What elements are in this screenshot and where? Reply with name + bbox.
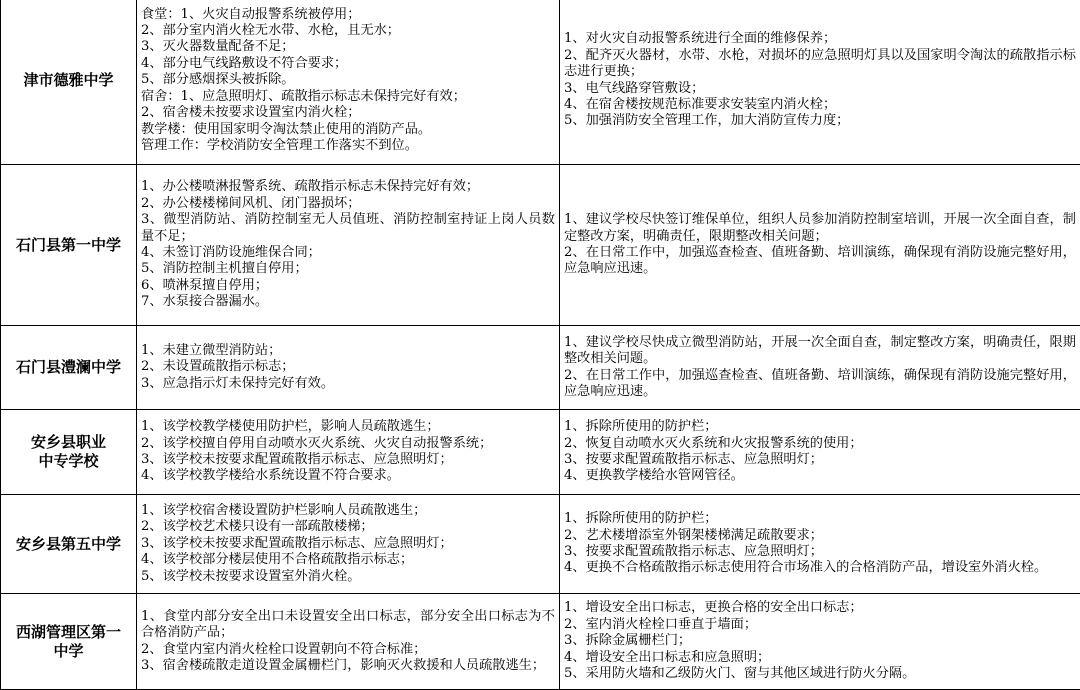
problem-item: 3、灭火器数量配备不足； (141, 39, 555, 55)
problem-item: 6、喷淋泵擅自停用； (141, 278, 555, 294)
table-row (1, 594, 1080, 690)
school-name-cell (1, 495, 137, 594)
problem-item: 3、该学校未按要求配置疏散指示标志、应急照明灯； (141, 536, 555, 552)
problem-item: 7、水泵接合器漏水。 (141, 294, 555, 310)
school-name: 中学 (5, 642, 132, 661)
measure-item: 2、配齐灭火器材，水带、水枪，对损坏的应急照明灯具以及国家明令淘汰的疏散指示标志进行更换； (564, 48, 1076, 81)
table-row (1, 0, 1080, 165)
problems-cell (137, 410, 560, 495)
problem-item: 2、食堂内室内消火栓栓口设置朝向不符合标准； (141, 642, 555, 658)
measure-item: 2、在日常工作中，加强巡查检查、值班备勤、培训演练，确保现有消防设施完整好用，应急响应迅速。 (564, 368, 1076, 401)
problem-item: 3、该学校未按要求配置疏散指示标志、应急照明灯； (141, 452, 555, 468)
school-name-cell (1, 410, 137, 495)
measure-item: 1、建议学校尽快签订维保单位，组织人员参加消防控制室培训，开展一次全面自查，制定整改方案，明确责任，限期整改相关问题； (564, 212, 1076, 245)
measures-cell (560, 0, 1080, 165)
table-row (1, 165, 1080, 326)
measure-item: 2、室内消火栓栓口垂直于墙面； (564, 617, 1076, 633)
measure-item: 3、电气线路穿管敷设； (564, 81, 1076, 97)
problems-cell (137, 495, 560, 594)
problem-item: 2、宿舍楼未按要求设置室内消火栓； (141, 105, 555, 121)
school-name: 石门县澧澜中学 (5, 358, 132, 377)
measure-item: 3、按要求配置疏散指示标志、应急照明灯； (564, 544, 1076, 560)
problem-item: 2、该学校艺术楼只设有一部疏散楼梯； (141, 519, 555, 535)
problem-item: 4、部分电气线路敷设不符合要求； (141, 56, 555, 72)
measure-item: 2、恢复自动喷水灭火系统和火灾报警系统的使用； (564, 436, 1076, 452)
problem-item: 5、该学校未按要求设置室外消火栓。 (141, 569, 555, 585)
measure-item: 4、在宿舍楼按规范标准要求安装室内消火栓； (564, 97, 1076, 113)
measure-item: 4、更换教学楼给水管网管径。 (564, 468, 1076, 484)
table-row (1, 495, 1080, 594)
measure-item: 1、增设安全出口标志，更换合格的安全出口标志； (564, 600, 1076, 616)
problem-item: 3、微型消防站、消防控制室无人员值班、消防控制室持证上岗人员数量不足； (141, 212, 555, 245)
school-name: 津市德雅中学 (5, 71, 132, 90)
problem-item: 1、该学校宿舍楼设置防护栏影响人员疏散逃生； (141, 503, 555, 519)
school-name: 安乡县职业 (5, 433, 132, 452)
problem-item: 2、部分室内消火栓无水带、水枪，且无水； (141, 23, 555, 39)
problem-item: 1、食堂内部分安全出口未设置安全出口标志，部分安全出口标志为不合格消防产品； (141, 609, 555, 642)
school-name-cell (1, 0, 137, 165)
table-row (1, 410, 1080, 495)
problem-item: 教学楼：使用国家明令淘汰禁止使用的消防产品。 (141, 122, 555, 138)
problem-item: 4、该学校部分楼层使用不合格疏散指示标志； (141, 552, 555, 568)
problem-item: 食堂：1、火灾自动报警系统被停用； (141, 7, 555, 23)
problems-cell (137, 326, 560, 410)
school-name-cell (1, 594, 137, 690)
problem-item: 2、未设置疏散指示标志； (141, 359, 555, 375)
measure-item: 1、对火灾自动报警系统进行全面的维修保养； (564, 31, 1076, 47)
problems-cell (137, 594, 560, 690)
problem-item: 5、消防控制主机擅自停用； (141, 261, 555, 277)
school-name: 中专学校 (5, 452, 132, 471)
measure-item: 3、拆除金属栅栏门； (564, 633, 1076, 649)
measures-cell (560, 594, 1080, 690)
measure-item: 3、按要求配置疏散指示标志、应急照明灯； (564, 452, 1076, 468)
problem-item: 宿舍：1、应急照明灯、疏散指示标志未保持完好有效； (141, 89, 555, 105)
measure-item: 5、加强消防安全管理工作，加大消防宣传力度； (564, 113, 1076, 129)
problem-item: 1、该学校教学楼使用防护栏，影响人员疏散逃生； (141, 419, 555, 435)
measure-item: 5、采用防火墙和乙级防火门、窗与其他区域进行防火分隔。 (564, 666, 1076, 682)
measure-item: 2、艺术楼增添室外钢架楼梯满足疏散要求； (564, 528, 1076, 544)
measure-item: 4、更换不合格疏散指示标志使用符合市场准入的合格消防产品，增设室外消火栓。 (564, 560, 1076, 576)
school-name-cell (1, 165, 137, 326)
problem-item: 4、未签订消防设施维保合同； (141, 245, 555, 261)
problem-item: 4、该学校教学楼给水系统设置不符合要求。 (141, 468, 555, 484)
problems-cell (137, 165, 560, 326)
problem-item: 5、部分感烟探头被拆除。 (141, 72, 555, 88)
problem-item: 2、办公楼楼梯间风机、闭门器损坏； (141, 196, 555, 212)
measures-cell (560, 410, 1080, 495)
measure-item: 2、在日常工作中，加强巡查检查、值班备勤、培训演练，确保现有消防设施完整好用，应急响应迅速。 (564, 245, 1076, 278)
school-name: 石门县第一中学 (5, 236, 132, 255)
measure-item: 1、拆除所使用的防护栏； (564, 511, 1076, 527)
problem-item: 1、未建立微型消防站； (141, 343, 555, 359)
measure-item: 4、增设安全出口标志和应急照明； (564, 650, 1076, 666)
measures-cell (560, 165, 1080, 326)
problems-cell (137, 0, 560, 165)
problem-item: 2、该学校擅自停用自动喷水灭火系统、火灾自动报警系统； (141, 436, 555, 452)
table-body (1, 0, 1080, 690)
measures-cell (560, 495, 1080, 594)
school-name: 西湖管理区第一 (5, 623, 132, 642)
problem-item: 1、办公楼喷淋报警系统、疏散指示标志未保持完好有效； (141, 179, 555, 195)
school-name-cell (1, 326, 137, 410)
school-name: 安乡县第五中学 (5, 535, 132, 554)
measure-item: 1、拆除所使用的防护栏； (564, 419, 1076, 435)
problem-item: 3、宿舍楼疏散走道设置金属栅栏门，影响灭火救援和人员疏散逃生； (141, 658, 555, 674)
measures-cell (560, 326, 1080, 410)
measure-item: 1、建议学校尽快成立微型消防站，开展一次全面自查，制定整改方案，明确责任，限期整改相关问题。 (564, 335, 1076, 368)
problem-item: 3、应急指示灯未保持完好有效。 (141, 376, 555, 392)
problem-item: 管理工作：学校消防安全管理工作落实不到位。 (141, 138, 555, 154)
table-row (1, 326, 1080, 410)
